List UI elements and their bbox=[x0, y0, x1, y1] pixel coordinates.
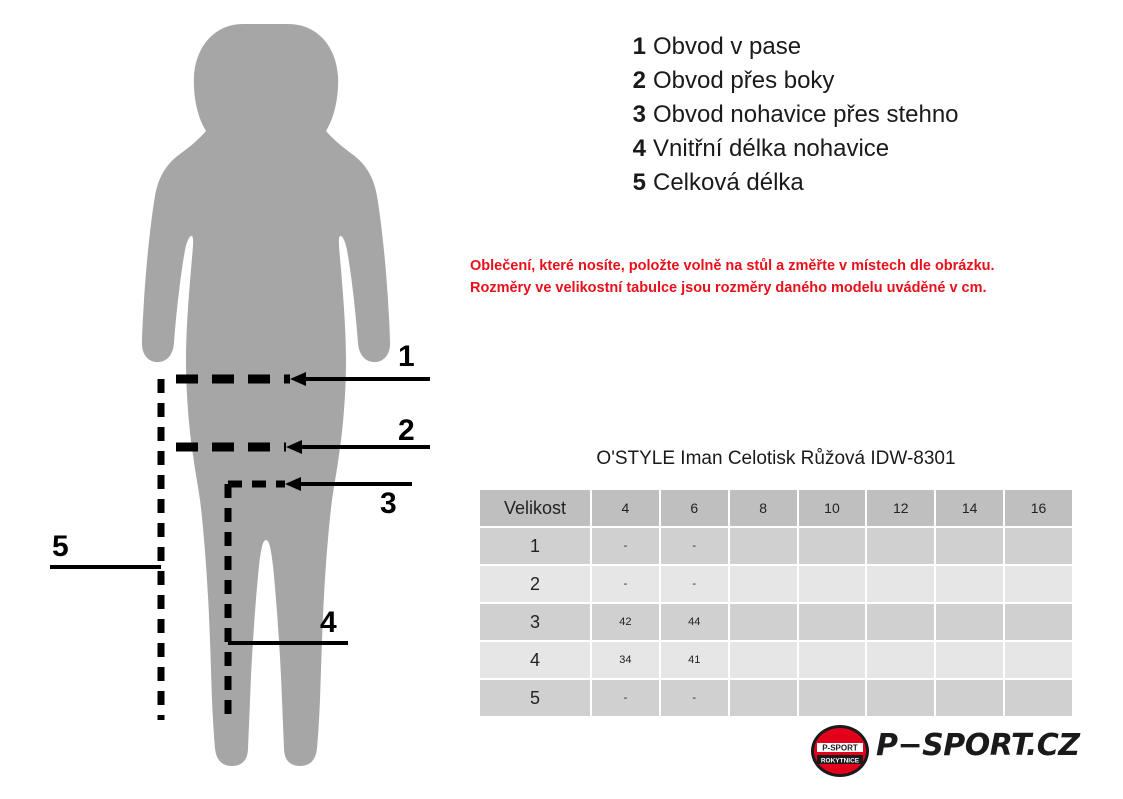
legend-item bbox=[630, 30, 1090, 64]
table-column-header: 6 bbox=[660, 489, 729, 527]
row-label: 3 bbox=[479, 603, 591, 641]
row-label: 4 bbox=[479, 641, 591, 679]
table-header-row bbox=[479, 489, 1073, 527]
table-cell: - bbox=[591, 565, 660, 603]
legend-number: 4 bbox=[632, 135, 646, 162]
table-cell bbox=[866, 641, 935, 679]
table-cell bbox=[729, 641, 798, 679]
table-cell bbox=[866, 565, 935, 603]
table-cell: - bbox=[660, 679, 729, 717]
table-cell bbox=[798, 527, 867, 565]
legend-label: Celková délka bbox=[653, 169, 804, 196]
table-column-header: 12 bbox=[866, 489, 935, 527]
table-row bbox=[479, 565, 1073, 603]
table-cell bbox=[729, 603, 798, 641]
table-cell bbox=[798, 603, 867, 641]
table-column-header: 16 bbox=[1004, 489, 1073, 527]
table-row bbox=[479, 527, 1073, 565]
table-cell: - bbox=[660, 565, 729, 603]
row-label: 5 bbox=[479, 679, 591, 717]
measurement-note bbox=[470, 255, 1090, 299]
svg-text:ROKYTNICE: ROKYTNICE bbox=[820, 757, 860, 765]
legend-item bbox=[630, 166, 1090, 200]
table-cell bbox=[729, 679, 798, 717]
brand-logo bbox=[810, 722, 1090, 780]
legend-label: Obvod přes boky bbox=[653, 67, 835, 94]
table-cell bbox=[935, 603, 1004, 641]
table-cell bbox=[798, 565, 867, 603]
table-cell: - bbox=[591, 679, 660, 717]
table-cell: 42 bbox=[591, 603, 660, 641]
table-cell bbox=[935, 641, 1004, 679]
legend-number: 3 bbox=[632, 101, 646, 128]
table-row bbox=[479, 603, 1073, 641]
psport-badge-icon bbox=[810, 722, 870, 780]
table-cell bbox=[1004, 641, 1073, 679]
table-corner-header: Velikost bbox=[479, 489, 591, 527]
table-cell: 34 bbox=[591, 641, 660, 679]
table-column-header: 14 bbox=[935, 489, 1004, 527]
table-cell: - bbox=[660, 527, 729, 565]
diagram-label-3: 3 bbox=[380, 487, 397, 520]
table-cell: - bbox=[591, 527, 660, 565]
legend bbox=[630, 30, 1090, 200]
table-cell bbox=[866, 679, 935, 717]
table-cell bbox=[1004, 565, 1073, 603]
table-title: O'STYLE Iman Celotisk Růžová IDW-8301 bbox=[596, 448, 956, 469]
table-cell bbox=[729, 527, 798, 565]
svg-text:P-SPORT: P-SPORT bbox=[822, 743, 858, 753]
table-cell bbox=[935, 527, 1004, 565]
legend-item bbox=[630, 98, 1090, 132]
legend-label: Vnitřní délka nohavice bbox=[653, 135, 890, 162]
legend-item bbox=[630, 132, 1090, 166]
silhouette-svg bbox=[0, 0, 470, 794]
diagram-label-1: 1 bbox=[398, 340, 415, 373]
table-cell: 41 bbox=[660, 641, 729, 679]
table-row bbox=[479, 641, 1073, 679]
diagram-label-2: 2 bbox=[398, 414, 415, 447]
note-line-2: Rozměry ve velikostní tabulce jsou rozměry daného modelu uváděné v cm. bbox=[470, 280, 987, 296]
table-cell bbox=[798, 679, 867, 717]
table-cell bbox=[729, 565, 798, 603]
legend-number: 1 bbox=[632, 33, 646, 60]
legend-item bbox=[630, 64, 1090, 98]
table-cell bbox=[866, 603, 935, 641]
row-label: 1 bbox=[479, 527, 591, 565]
table-column-header: 4 bbox=[591, 489, 660, 527]
diagram-label-4: 4 bbox=[320, 606, 337, 639]
child-silhouette bbox=[142, 24, 390, 766]
table-cell bbox=[935, 679, 1004, 717]
table-cell bbox=[798, 641, 867, 679]
legend-number: 2 bbox=[632, 67, 646, 94]
size-table bbox=[478, 488, 1074, 718]
table-cell bbox=[1004, 679, 1073, 717]
table-column-header: 10 bbox=[798, 489, 867, 527]
legend-label: Obvod v pase bbox=[653, 33, 802, 60]
logo-wordmark: P−SPORT.CZ bbox=[876, 728, 1080, 763]
legend-label: Obvod nohavice přes stehno bbox=[653, 101, 959, 128]
legend-number: 5 bbox=[632, 169, 646, 196]
row-label: 2 bbox=[479, 565, 591, 603]
table-cell bbox=[1004, 527, 1073, 565]
measurement-diagram bbox=[0, 0, 470, 794]
table-cell bbox=[866, 527, 935, 565]
table-row bbox=[479, 679, 1073, 717]
table-cell: 44 bbox=[660, 603, 729, 641]
note-line-1: Oblečení, které nosíte, položte volně na stůl a změřte v místech dle obrázku. bbox=[470, 258, 995, 274]
table-column-header: 8 bbox=[729, 489, 798, 527]
diagram-label-5: 5 bbox=[52, 530, 69, 563]
table-cell bbox=[1004, 603, 1073, 641]
table-cell bbox=[935, 565, 1004, 603]
